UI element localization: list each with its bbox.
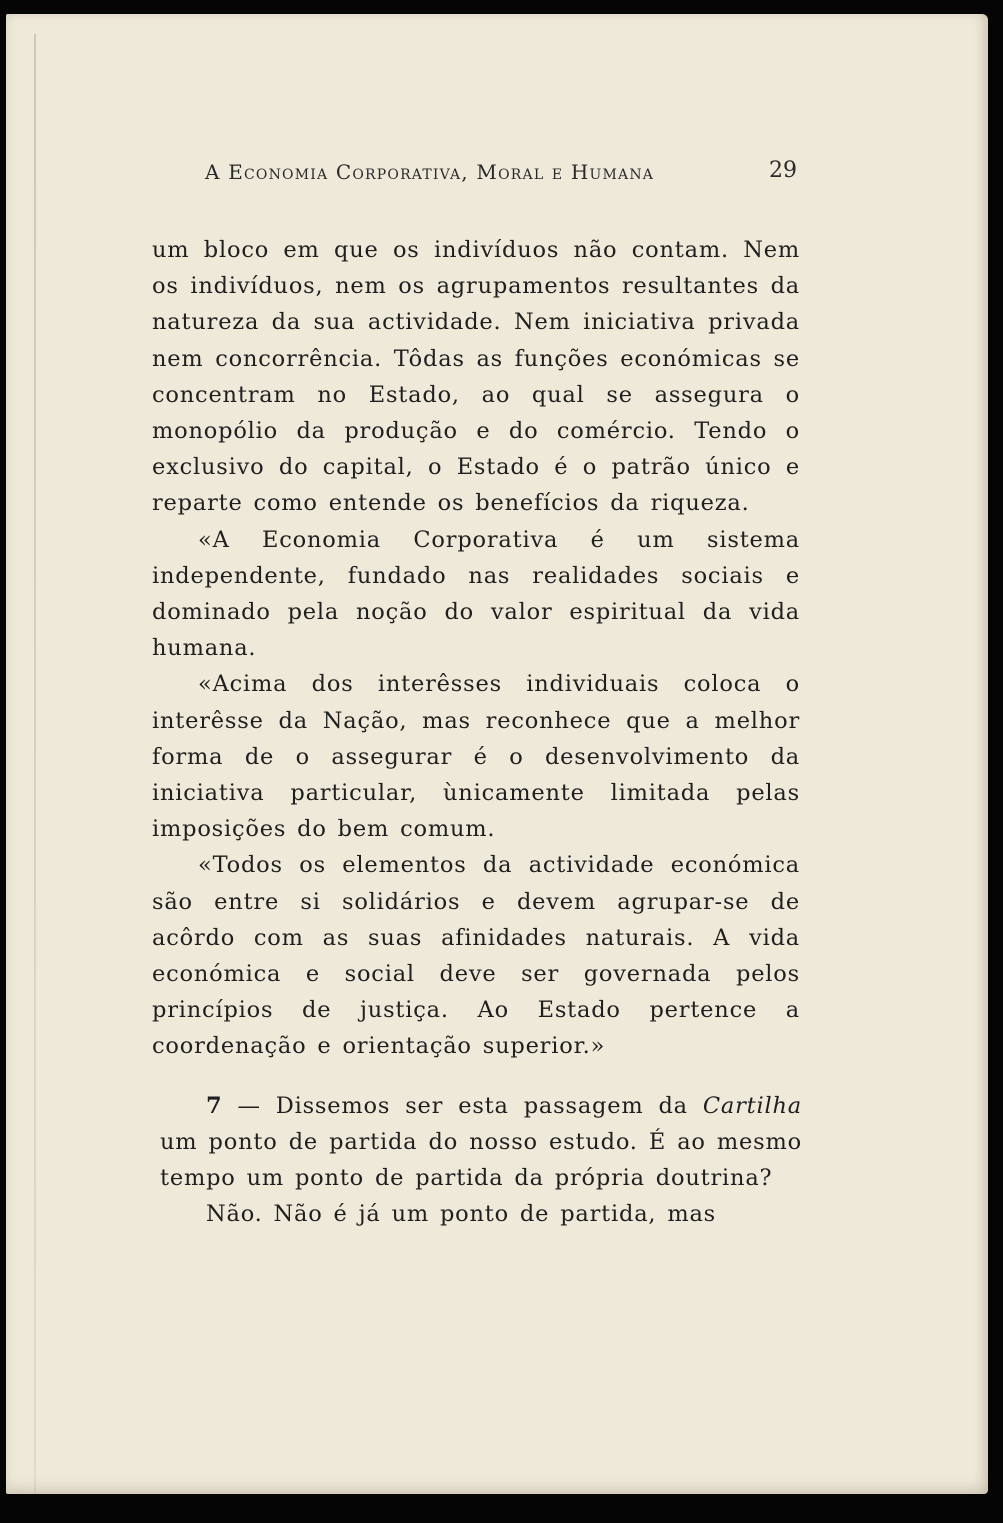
section-text-b: um ponto de partida do nosso estudo. É ao mesmo tempo um ponto de partida da própria doutrina? <box>160 1129 802 1191</box>
section-paragraph <box>160 1088 802 1196</box>
running-title: A Economia Corporativa, Moral e Humana <box>205 160 655 184</box>
paragraph: «Todos os elementos da actividade económica são entre si solidários e devem agrupar-se de acôrdo com as suas afinidades naturais. A vida económica e social deve ser governada pelos princípios de justiça. Ao Estado pertence a coordenação e orientação superior.» <box>152 852 800 1060</box>
body-text <box>152 232 800 1065</box>
page-gutter <box>34 34 36 1494</box>
running-header <box>205 156 797 192</box>
paragraph: «A Economia Corporativa é um sistema independente, fundado nas realidades sociais e dominado pela noção do valor espiritual da vida humana. <box>152 526 800 662</box>
section-italic: Cartilha <box>702 1093 802 1119</box>
paragraph: «Acima dos interêsses individuais coloca o interêsse da Nação, mas reconhece que a melhor forma de o assegurar é o desenvolvimento da iniciativa particular, ùnicamente limitada pelas imposições do bem comum. <box>152 671 800 843</box>
section-number: 7 <box>206 1093 223 1119</box>
section-text-a: Dissemos ser esta passagem da <box>275 1093 703 1119</box>
page-number: 29 <box>769 158 797 183</box>
section-dash: — <box>222 1093 276 1119</box>
section-last-line: Não. Não é já um ponto de partida, mas <box>206 1201 717 1227</box>
section-7 <box>160 1088 802 1232</box>
paragraph: um bloco em que os indivíduos não contam. Nem os indivíduos, nem os agrupamentos resultantes da natureza da sua actividade. Nem iniciativa privada nem concorrência. Tôdas as funções económicas se concentram no Estado, ao qual se assegura o monopólio da produção e do comércio. Tendo o exclusivo do capital, o Estado é o patrão único e reparte como entende os benefícios da riqueza. <box>152 237 800 517</box>
